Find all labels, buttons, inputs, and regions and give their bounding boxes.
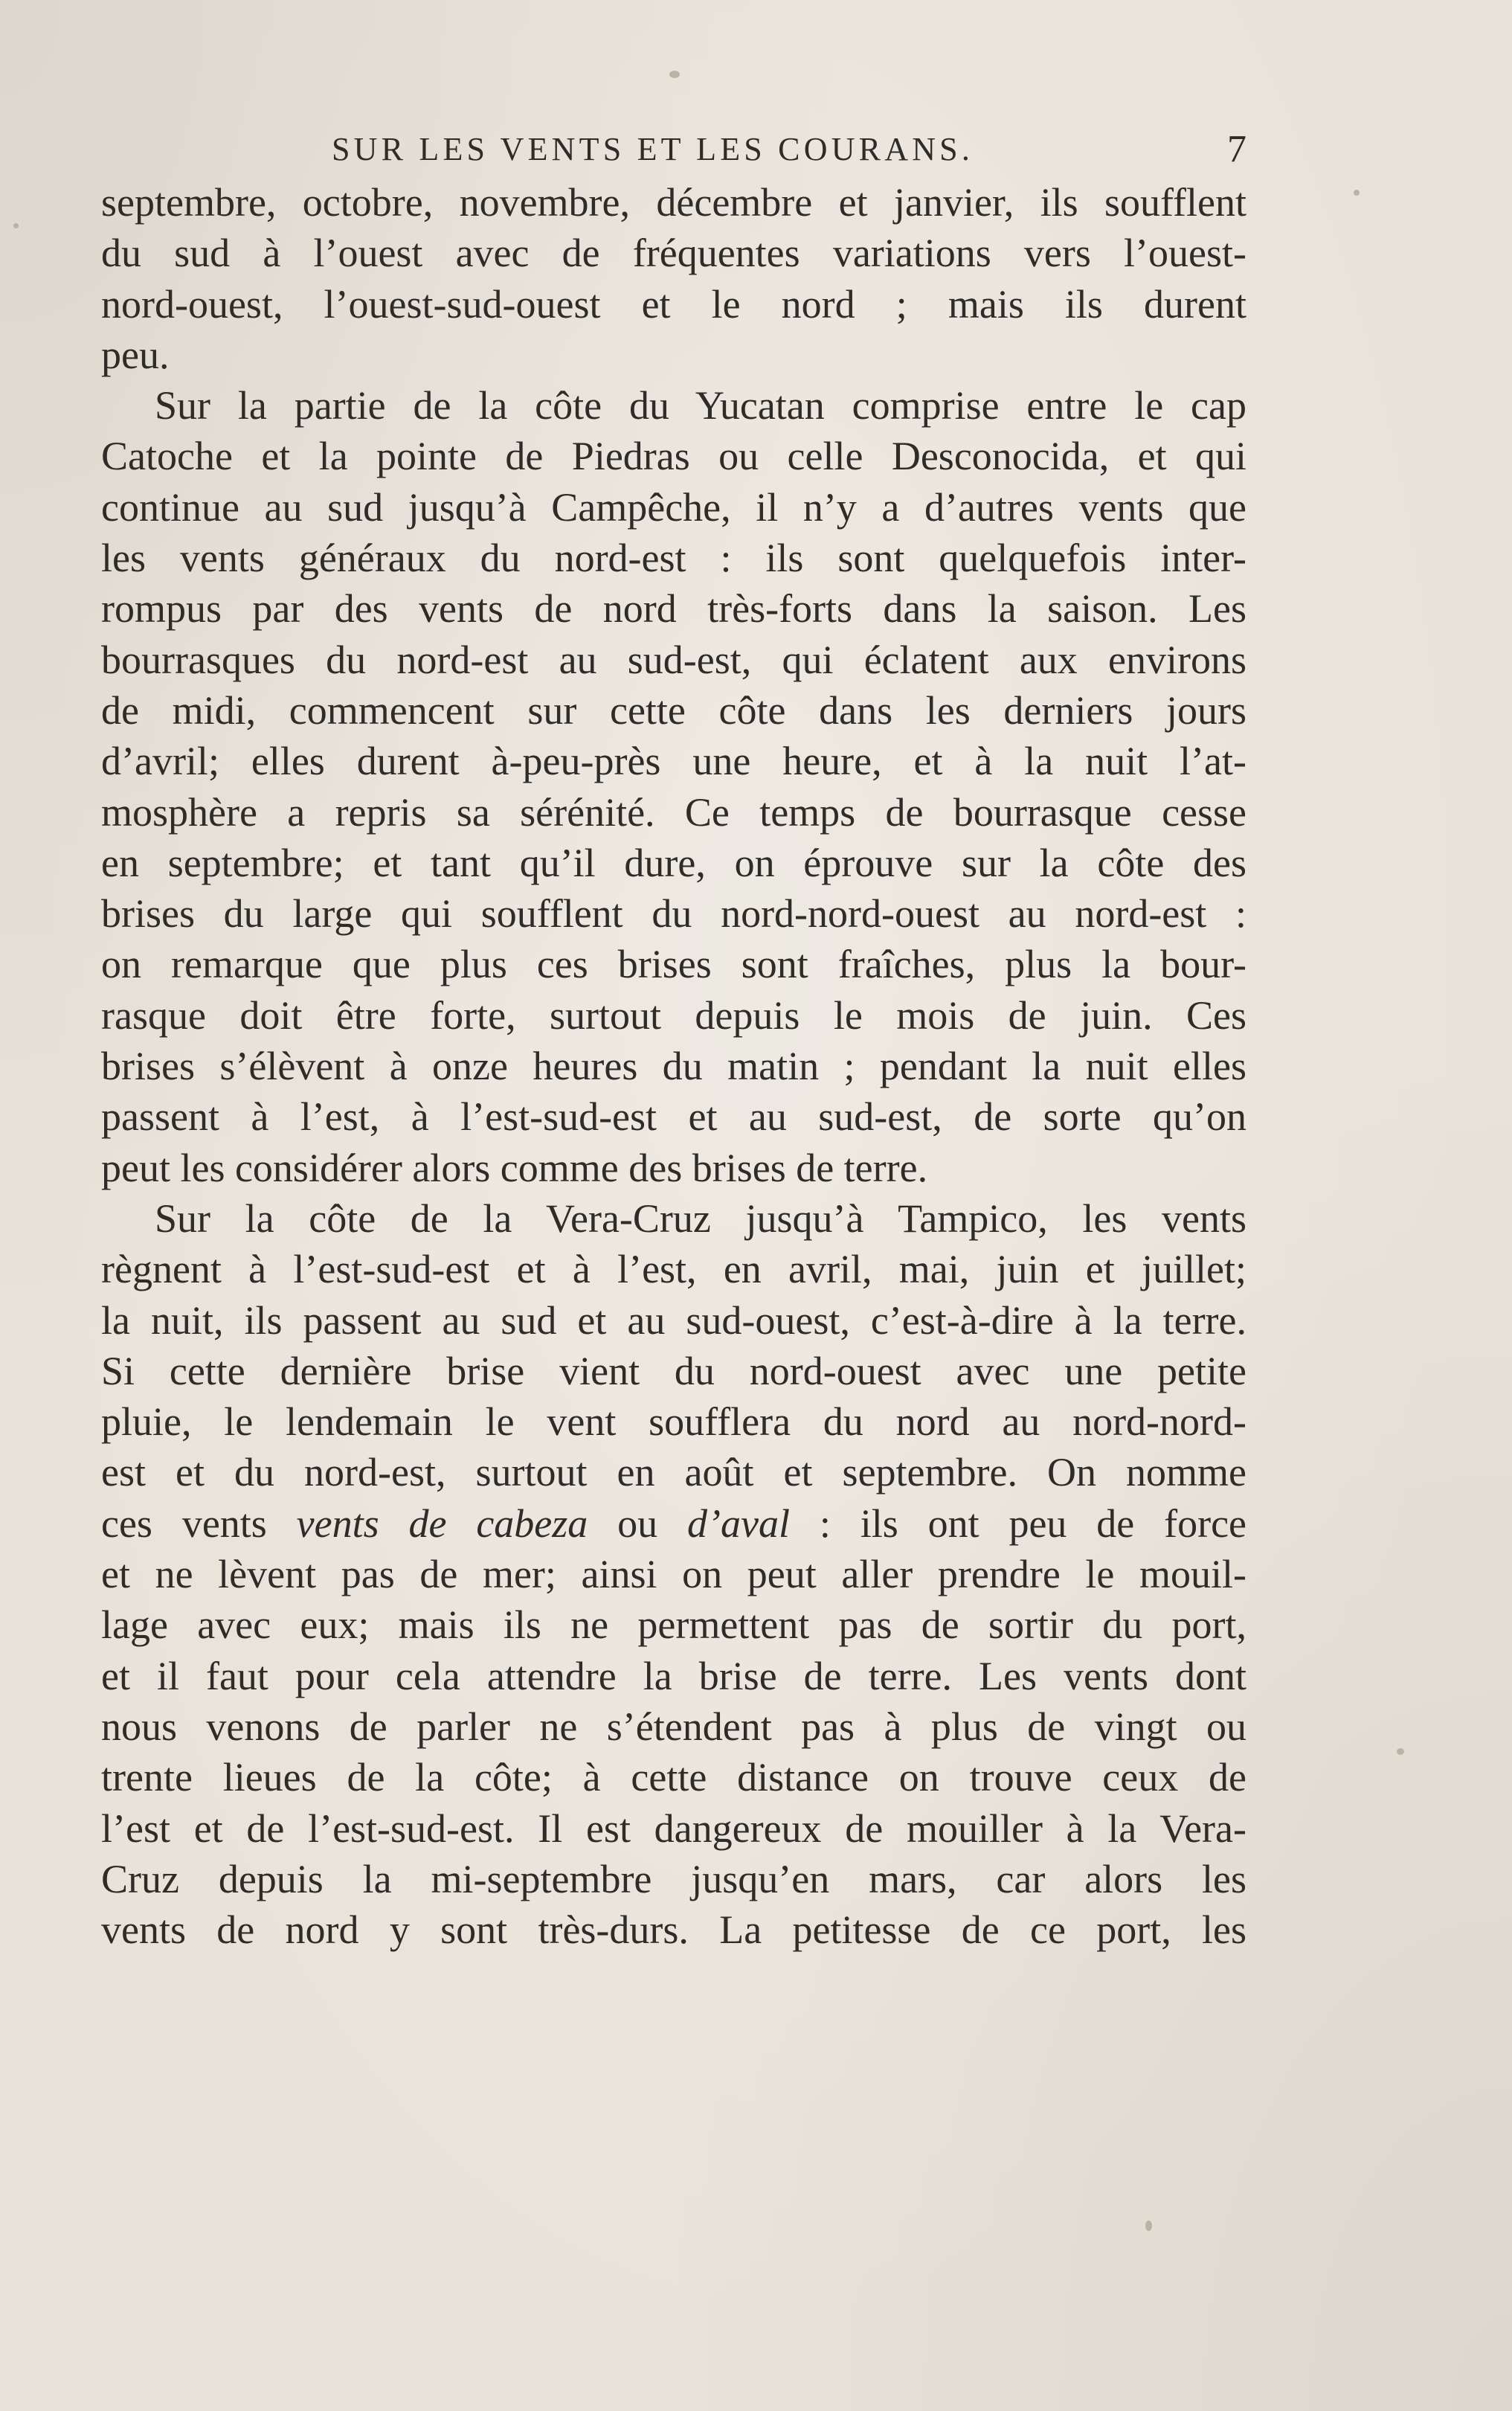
text-line: mosphère a repris sa sérénité. Ce temps de bourrasque cesse	[101, 789, 1246, 835]
text-line: en septembre; et tant qu’il dure, on éprouve sur la côte des	[101, 840, 1246, 885]
text-line: peut les considérer alors comme des brises de terre.	[101, 1145, 928, 1190]
text-line: Cruz depuis la mi-septembre jusqu’en mars, car alors les	[101, 1856, 1246, 1901]
text-line: les vents généraux du nord-est : ils sont quelquefois inter-	[101, 536, 1246, 581]
text-line: est et du nord-est, surtout en août et septembre. On nomme	[101, 1450, 1246, 1495]
body-text	[101, 177, 1246, 1955]
text-line: nous venons de parler ne s’étendent pas à plus de vingt ou	[101, 1704, 1246, 1749]
text-line: continue au sud jusqu’à Campêche, il n’y a d’autres vents que	[101, 484, 1246, 530]
italic-term: vents de cabeza	[296, 1500, 588, 1546]
text-line: et ne lèvent pas de mer; ainsi on peut aller prendre le mouil-	[101, 1552, 1246, 1597]
text-line: bourrasques du nord-est au sud-est, qui éclatent aux environs	[101, 637, 1246, 682]
text-line: l’est et de l’est-sud-est. Il est dangereux de mouiller à la Vera-	[101, 1805, 1246, 1851]
paper-speck	[13, 223, 19, 228]
text-line: Sur la partie de la côte du Yucatan comprise entre le cap	[155, 383, 1246, 428]
paper-speck	[669, 71, 680, 78]
text-line: d’avril; elles durent à-peu-près une heure, et à la nuit l’at-	[101, 739, 1246, 784]
text-line: nord-ouest, l’ouest-sud-ouest et le nord ; mais ils durent	[101, 281, 1246, 327]
text-line: Catoche et la pointe de Piedras ou celle Desconocida, et qui	[101, 434, 1246, 479]
text-line: la nuit, ils passent au sud et au sud-ouest, c’est-à-dire à la terre.	[101, 1297, 1246, 1343]
text-line: brises s’élèvent à onze heures du matin ; pendant la nuit elles	[101, 1044, 1246, 1089]
text-segment: : ils ont peu de force	[789, 1500, 1247, 1546]
text-line: pluie, le lendemain le vent soufflera du nord au nord-nord-	[101, 1399, 1246, 1445]
text-line: trente lieues de la côte; à cette distance on trouve ceux de	[101, 1755, 1246, 1800]
text-line	[101, 1498, 1246, 1549]
paragraph	[101, 177, 1246, 380]
text-segment: ou	[588, 1500, 688, 1546]
text-line: passent à l’est, à l’est-sud-est et au sud-est, de sorte qu’on	[101, 1094, 1246, 1140]
text-line: brises du large qui soufflent du nord-nord-ouest au nord-est :	[101, 891, 1246, 937]
paper-speck	[1145, 2221, 1152, 2231]
text-segment: ces vents	[101, 1500, 297, 1546]
text-line: on remarque que plus ces brises sont fraîches, plus la bour-	[101, 942, 1246, 987]
text-line: Si cette dernière brise vient du nord-ouest avec une petite	[101, 1348, 1246, 1393]
running-head	[101, 125, 1246, 174]
paragraph	[101, 380, 1246, 1193]
running-title: SUR LES VENTS ET LES COURANS.	[332, 131, 974, 167]
text-line: rasque doit être forte, surtout depuis le mois de juin. Ces	[101, 992, 1246, 1038]
text-line: de midi, commencent sur cette côte dans les derniers jours	[101, 687, 1246, 733]
text-line: Sur la côte de la Vera-Cruz jusqu’à Tampico, les vents	[155, 1195, 1246, 1241]
italic-term: d’aval	[687, 1500, 790, 1546]
page-number: 7	[1227, 128, 1246, 170]
paragraph	[101, 1193, 1246, 1955]
text-line: rompus par des vents de nord très-forts dans la saison. Les	[101, 586, 1246, 632]
text-line: vents de nord y sont très-durs. La petitesse de ce port, les	[101, 1907, 1246, 1953]
text-line: lage avec eux; mais ils ne permettent pas de sortir du port,	[101, 1602, 1246, 1648]
paper-speck	[1397, 1748, 1404, 1755]
text-line: peu.	[101, 332, 170, 377]
text-line: du sud à l’ouest avec de fréquentes variations vers l’ouest-	[101, 231, 1246, 276]
text-line: règnent à l’est-sud-est et à l’est, en avril, mai, juin et juillet;	[101, 1247, 1246, 1292]
text-line: et il faut pour cela attendre la brise de terre. Les vents dont	[101, 1653, 1246, 1698]
text-line: septembre, octobre, novembre, décembre et janvier, ils soufflent	[101, 180, 1246, 225]
paper-speck	[1354, 190, 1360, 196]
